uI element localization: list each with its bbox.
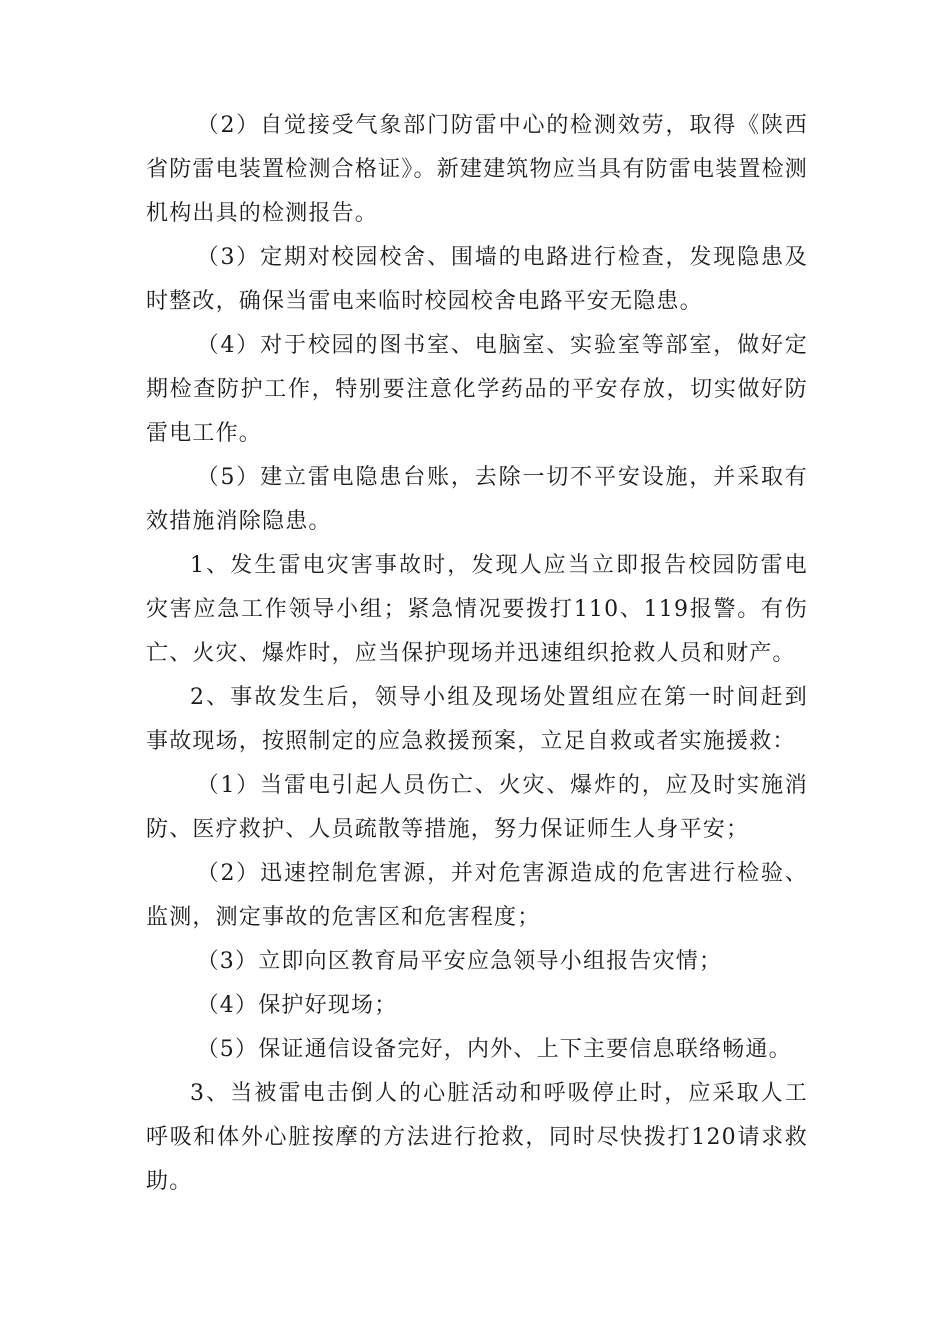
paragraph-substep-4: （4）保护好现场； bbox=[196, 993, 398, 1018]
paragraph-step-3: 3、当被雷电击倒人的心脏活动和呼吸停止时，应采取人工呼吸和体外心脏按摩的方法进行抢救，同时尽快拨打120请求救助。 bbox=[146, 1081, 808, 1194]
paragraph-item-5: （5）建立雷电隐患台账，去除一切不平安设施，并采取有效措施消除隐患。 bbox=[146, 465, 808, 534]
paragraph-substep-5: （5）保证通信设备完好，内外、上下主要信息联络畅通。 bbox=[196, 1037, 792, 1062]
paragraph-item-4: （4）对于校园的图书室、电脑室、实验室等部室，做好定期检查防护工作，特别要注意化学药品的平安存放，切实做好防雷电工作。 bbox=[146, 333, 808, 446]
paragraph-substep-1: （1）当雷电引起人员伤亡、火灾、爆炸的，应及时实施消防、医疗救护、人员疏散等措施，努力保证师生人身平安； bbox=[146, 773, 808, 842]
paragraph-substep-3: （3）立即向区教育局平安应急领导小组报告灾情； bbox=[196, 949, 723, 974]
paragraph-substep-2: （2）迅速控制危害源，并对危害源造成的危害进行检验、监测，测定事故的危害区和危害程度； bbox=[146, 861, 808, 930]
paragraph-step-1: 1、发生雷电灾害事故时，发现人应当立即报告校园防雷电灾害应急工作领导小组；紧急情况要拨打110、119报警。有伤亡、火灾、爆炸时，应当保护现场并迅速组织抢救人员和财产。 bbox=[146, 553, 808, 666]
paragraph-step-2: 2、事故发生后，领导小组及现场处置组应在第一时间赶到事故现场，按照制定的应急救援预案，立足自救或者实施援救： bbox=[146, 685, 808, 754]
paragraph-item-3: （3）定期对校园校舍、围墙的电路进行检查，发现隐患及时整改，确保当雷电来临时校园校舍电路平安无隐患。 bbox=[146, 245, 808, 314]
paragraph-item-2: （2）自觉接受气象部门防雷中心的检测效劳，取得《陕西省防雷电装置检测合格证》。新建建筑物应当具有防雷电装置检测机构出具的检测报告。 bbox=[146, 113, 808, 226]
document-body bbox=[146, 104, 808, 1204]
